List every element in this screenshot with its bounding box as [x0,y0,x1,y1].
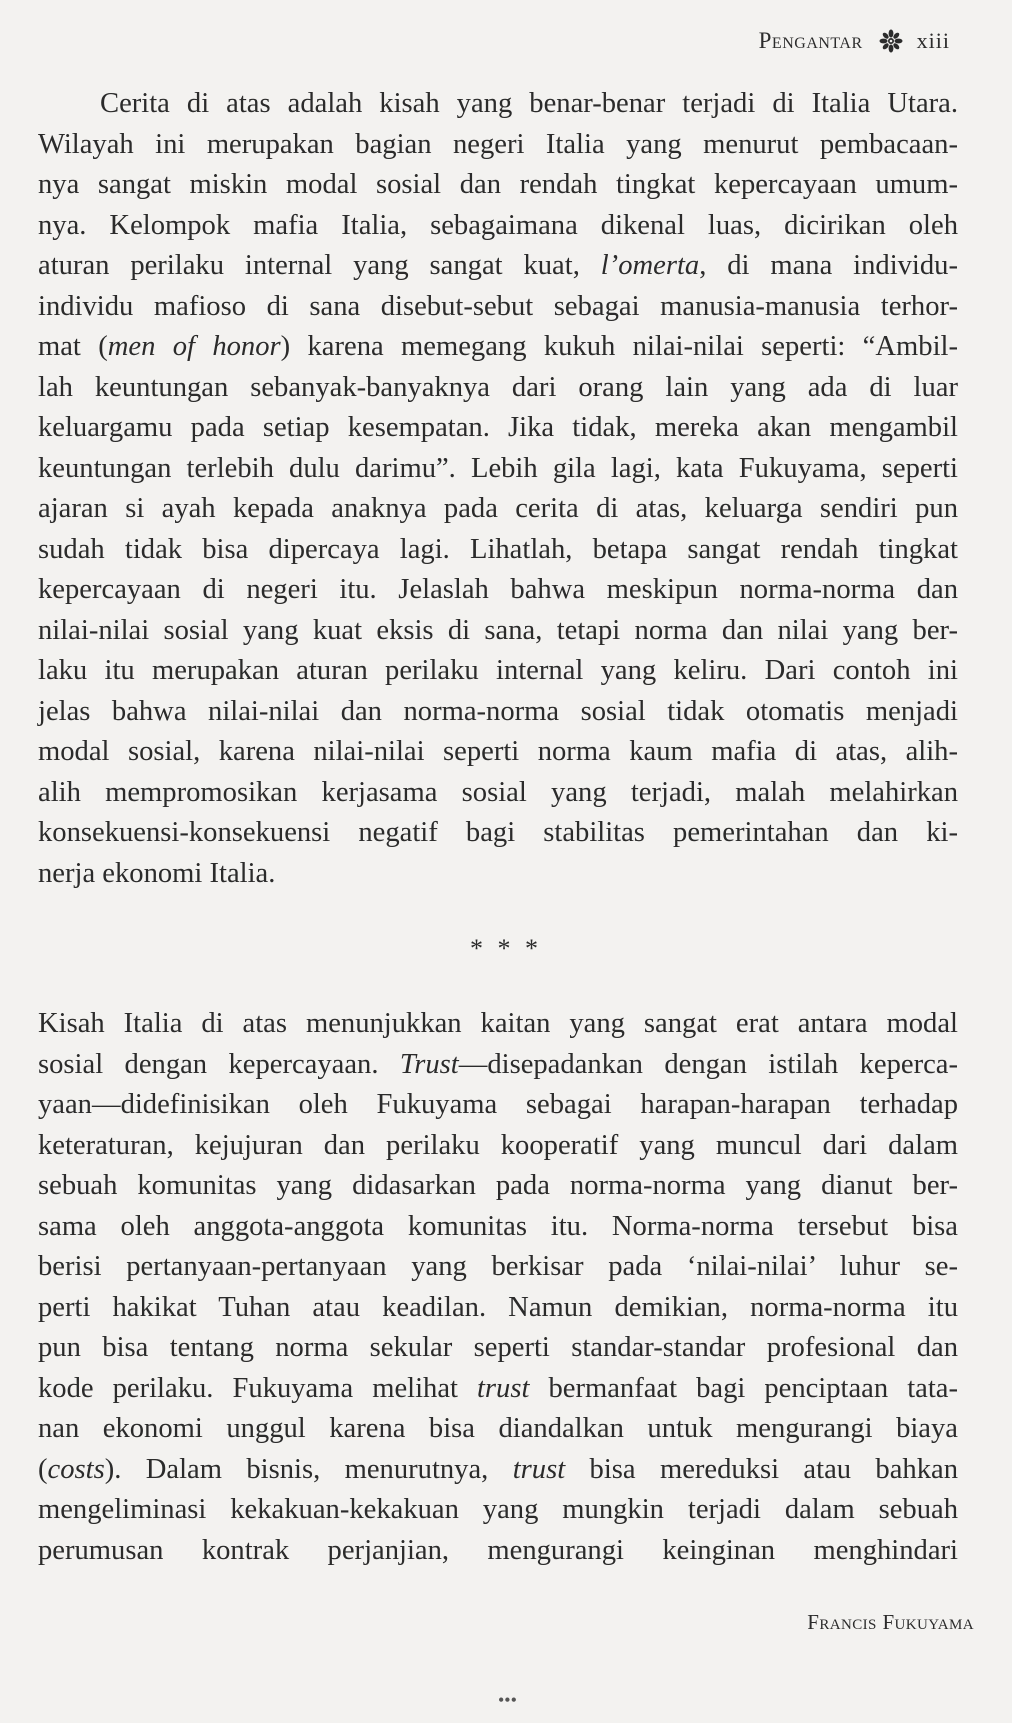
text-line: Kisah Italia di atas menunjukkan kaitan yang sangat erat antara modal [38,1008,958,1039]
text-line: (costs). Dalam bisnis, menurutnya, trust bisa mereduksi atau bahkan [38,1453,958,1485]
text-line: jelas bahwa nilai-nilai dan norma-norma sosial tidak otomatis menjadi [38,695,958,727]
text-line: individu mafioso di sana disebut-sebut sebagai manusia-manusia terhor- [38,290,958,322]
running-head [759,28,950,54]
text-line: sebuah komunitas yang didasarkan pada norma-norma yang dianut ber- [38,1170,958,1201]
footer-mark: ••• [498,1690,517,1710]
text-line: mengeliminasi kekakuan-kekakuan yang mungkin terjadi dalam sebuah [38,1494,958,1525]
text-line: yaan—didefinisikan oleh Fukuyama sebagai harapan-harapan terhadap [38,1089,958,1120]
text-line: aturan perilaku internal yang sangat kuat, l’omerta, di mana individu- [38,250,958,281]
text-line: sosial dengan kepercayaan. Trust—disepadankan dengan istilah keperca- [38,1048,958,1080]
text-line: lah keuntungan sebanyak-banyaknya dari orang lain yang ada di luar [38,371,958,403]
text-line: alih mempromosikan kerjasama sosial yang terjadi, malah melahirkan [38,776,958,808]
text-line: keuntungan terlebih dulu darimu”. Lebih gila lagi, kata Fukuyama, seperti [38,452,958,484]
text-line: sama oleh anggota-anggota komunitas itu. Norma-norma tersebut bisa [38,1210,958,1242]
text-line: nya. Kelompok mafia Italia, sebagaimana dikenal luas, dicirikan oleh [38,209,958,241]
text-line: nan ekonomi unggul karena bisa diandalkan untuk mengurangi biaya [38,1413,958,1444]
text-line: laku itu merupakan aturan perilaku internal yang keliru. Dari contoh ini [38,655,958,686]
text-line: konsekuensi-konsekuensi negatif bagi stabilitas pemerintahan dan ki- [38,817,958,848]
text-line: keteraturan, kejujuran dan perilaku kooperatif yang muncul dari dalam [38,1129,958,1161]
section-divider: * * * [470,934,542,963]
text-line: ajaran si ayah kepada anaknya pada cerita di atas, keluarga sendiri pun [38,493,958,524]
author-attribution: Francis Fukuyama [807,1610,974,1634]
text-line: nya sangat miskin modal sosial dan rendah tingkat kepercayaan umum- [38,169,958,200]
text-line: Wilayah ini merupakan bagian negeri Italia yang menurut pembacaan- [38,128,958,160]
text-line: Cerita di atas adalah kisah yang benar-benar terjadi di Italia Utara. [100,88,958,119]
paragraph-1 [38,84,958,894]
paragraph-2 [38,1004,958,1571]
text-line: berisi pertanyaan-pertanyaan yang berkisar pada ‘nilai-nilai’ luhur se- [38,1251,958,1282]
text-line: perti hakikat Tuhan atau keadilan. Namun demikian, norma-norma itu [38,1291,958,1323]
text-line: keluargamu pada setiap kesempatan. Jika tidak, mereka akan mengambil [38,412,958,443]
text-line: sudah tidak bisa dipercaya lagi. Lihatlah, betapa sangat rendah tingkat [38,533,958,565]
flower-ornament-icon [879,29,903,53]
page-number: xiii [916,28,950,53]
text-line: mat (men of honor) karena memegang kukuh nilai-nilai seperti: “Ambil- [38,331,958,362]
text-line: kode perilaku. Fukuyama melihat trust bermanfaat bagi penciptaan tata- [38,1372,958,1404]
text-line: perumusan kontrak perjanjian, mengurangi keinginan menghindari [38,1534,958,1566]
text-line: kepercayaan di negeri itu. Jelaslah bahwa meskipun norma-norma dan [38,574,958,605]
running-head-title: Pengantar [758,28,863,53]
text-line: modal sosial, karena nilai-nilai seperti norma kaum mafia di atas, alih- [38,736,958,767]
text-line: pun bisa tentang norma sekular seperti standar-standar profesional dan [38,1332,958,1363]
text-line: nilai-nilai sosial yang kuat eksis di sana, tetapi norma dan nilai yang ber- [38,614,958,646]
text-line: nerja ekonomi Italia. [38,857,276,889]
